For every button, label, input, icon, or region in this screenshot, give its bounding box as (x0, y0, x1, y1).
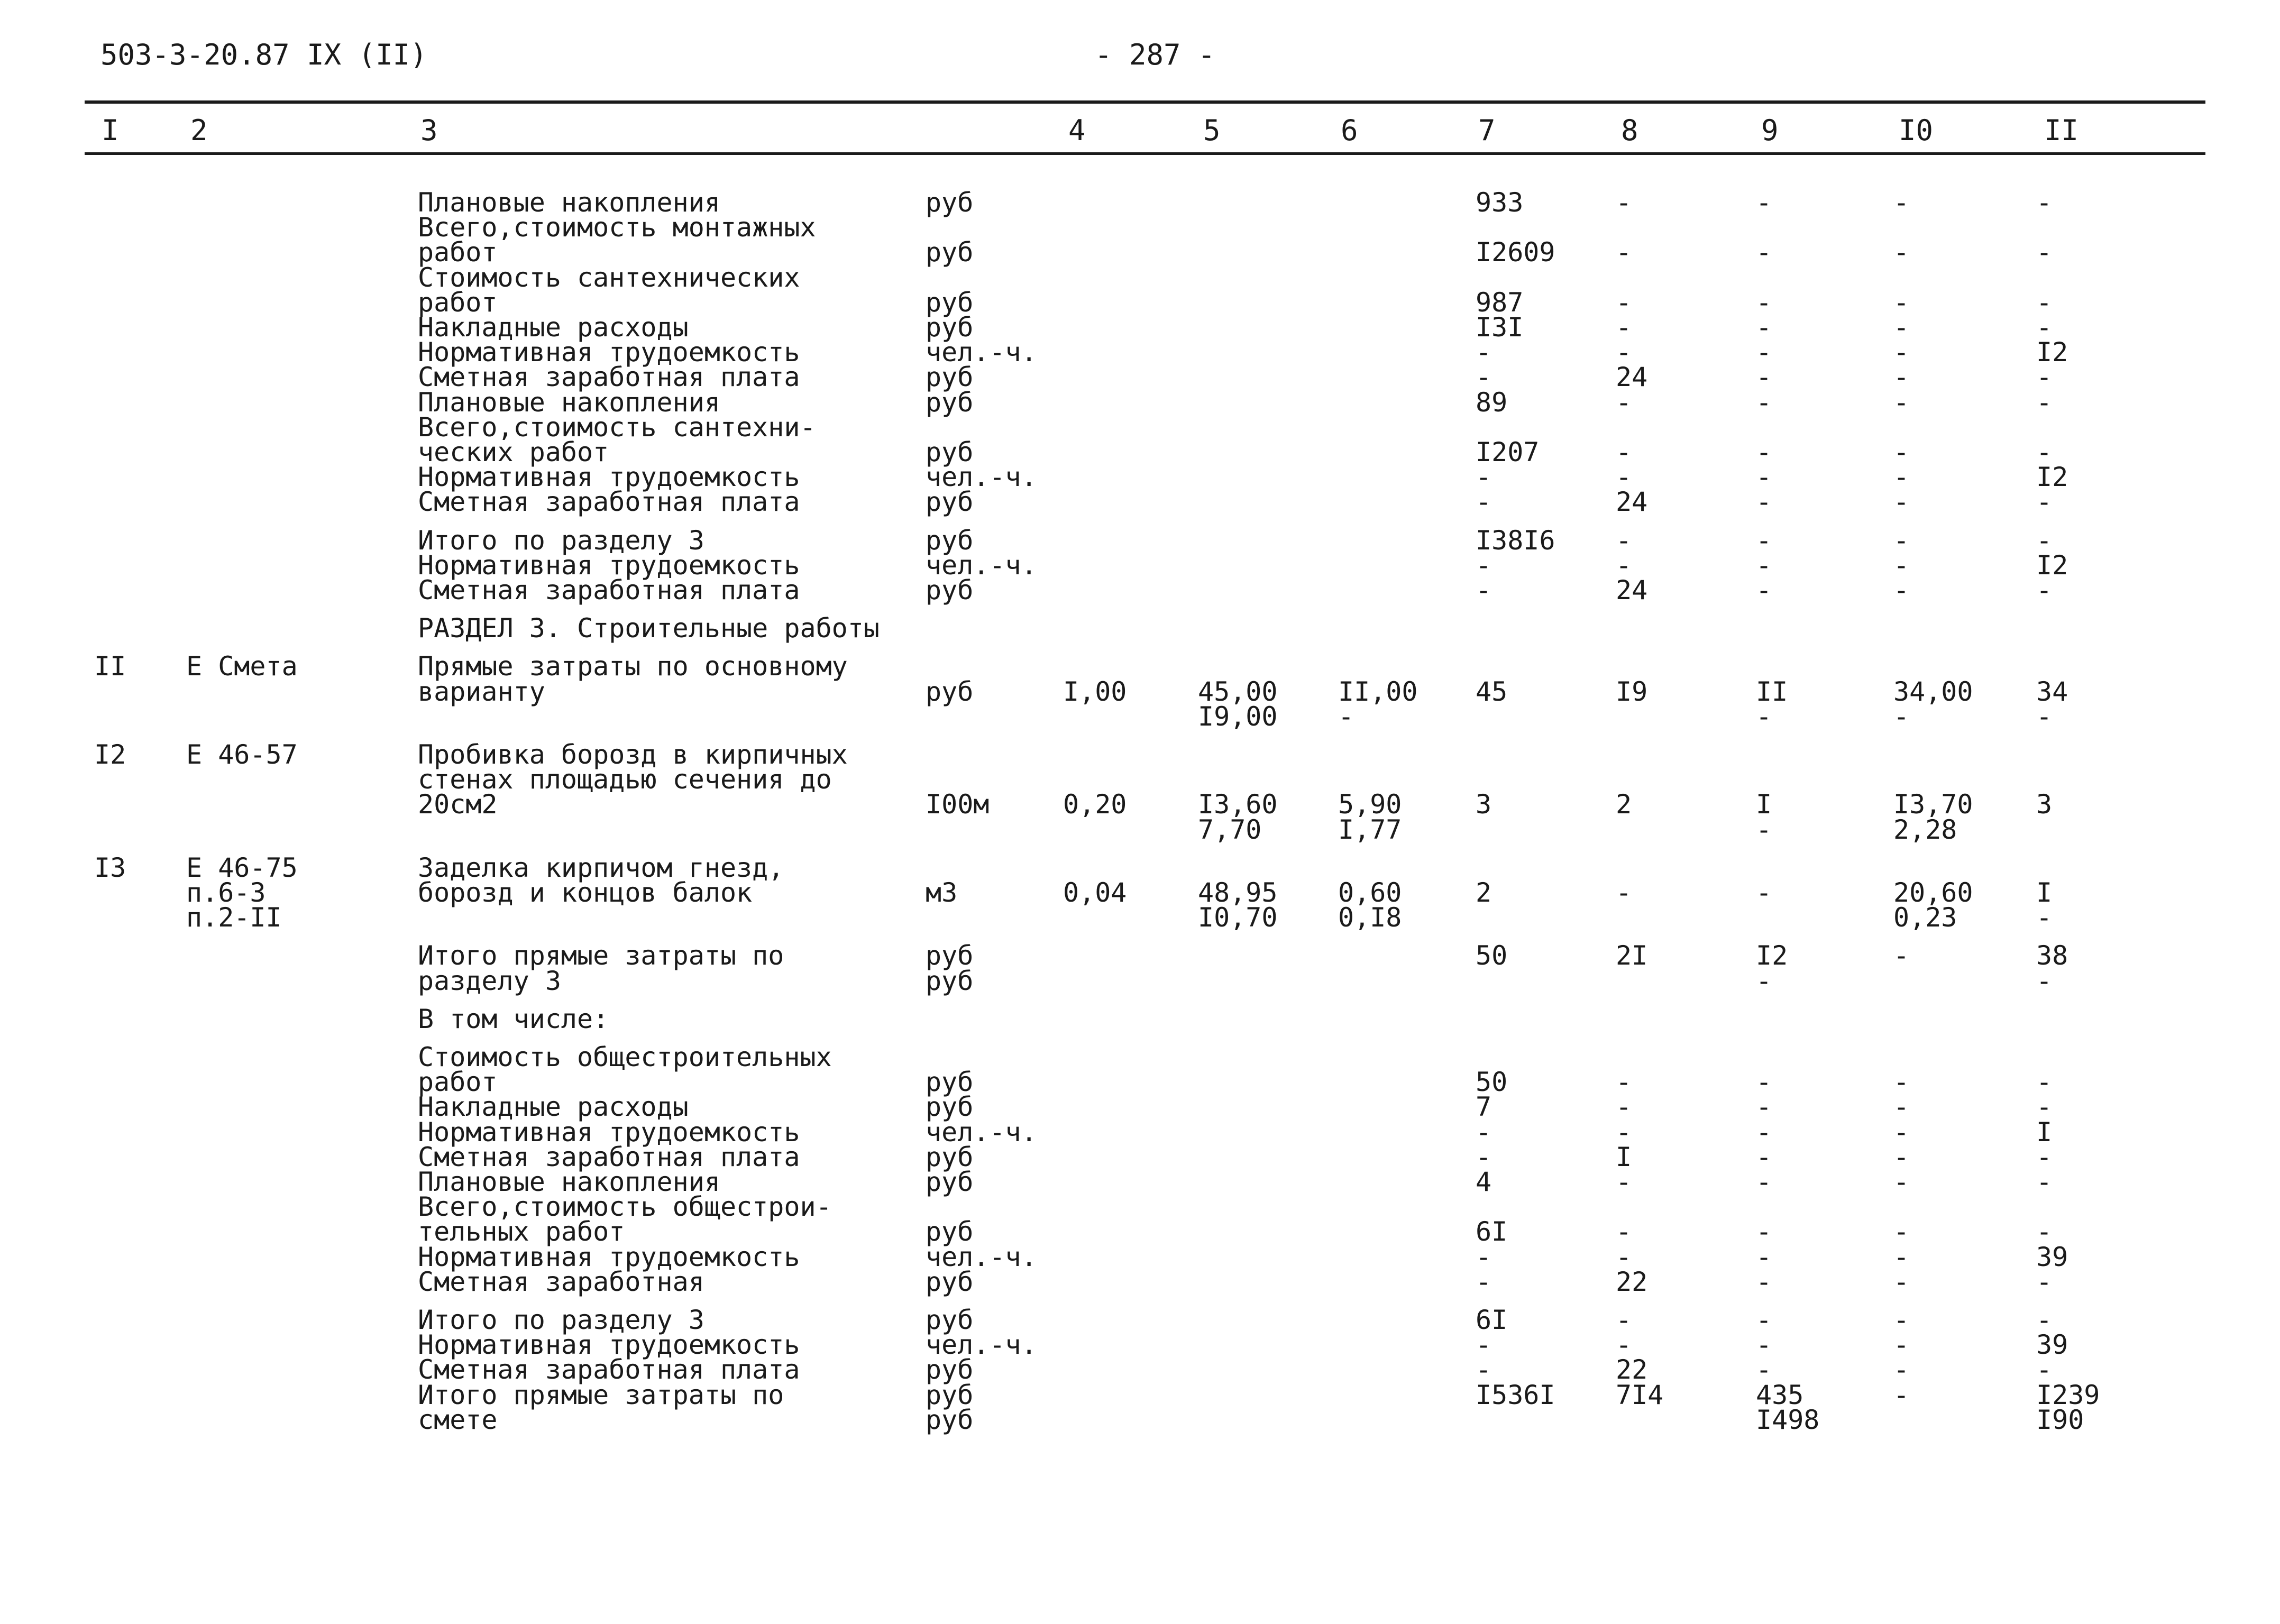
row-2-labor-unit: - (1893, 237, 1910, 268)
row-12-total-wage: 24 (1616, 487, 1648, 517)
row-12-labor-total: - (2036, 487, 2053, 517)
row-11-unit: чел.-ч. (926, 462, 1037, 492)
row-41-work-description: Нормативная трудоемкость (418, 1329, 800, 1360)
row-41-machine-cost: - (1756, 1329, 1772, 1360)
row-10-labor-total: - (2036, 437, 2053, 467)
row-4-total-wage: - (1616, 287, 1632, 318)
row-2-labor-total: - (2036, 237, 2053, 268)
row-33-work-description: Нормативная трудоемкость (418, 1117, 800, 1148)
row-27-labor-unit: - (1893, 940, 1910, 971)
row-43-unit: руб (926, 1380, 974, 1410)
row-8-labor-total: - (2036, 387, 2053, 418)
row-14-total-cost: - (1476, 550, 1492, 581)
row-7-work-description: Сметная заработная плата (418, 362, 800, 392)
row-12-work-description: Сметная заработная плата (418, 487, 800, 517)
row-20-position-number: I2 (94, 739, 126, 770)
row-32-work-description: Накладные расходы (418, 1091, 689, 1122)
document-code: 503-3-20.87 IX (II) (100, 38, 427, 71)
row-38-machine-cost: - (1756, 1242, 1772, 1272)
column-number-4: 4 (1068, 114, 1086, 147)
row-14-labor-unit: - (1893, 550, 1910, 581)
row-43-labor-unit: - (1893, 1380, 1910, 1410)
row-22-total-cost: 3 (1476, 789, 1492, 820)
row-11-labor-unit: - (1893, 462, 1910, 492)
row-18-labor-unit: 34,00 (1893, 676, 1973, 707)
row-14-machine-cost: - (1756, 550, 1772, 581)
row-15-labor-total: - (2036, 575, 2053, 605)
row-10-work-description: ческих работ (418, 437, 609, 467)
row-5-labor-total: - (2036, 312, 2053, 343)
row-39-total-cost: - (1476, 1267, 1492, 1297)
row-39-work-description: Сметная заработная (418, 1267, 704, 1297)
row-18-machine-cost: II (1756, 676, 1788, 707)
row-32-machine-cost: - (1756, 1091, 1772, 1122)
row-37-labor-total: - (2036, 1216, 2053, 1247)
row-43-total-wage: 7I4 (1616, 1380, 1664, 1410)
row-34-labor-unit: - (1893, 1142, 1910, 1172)
row-4-total-cost: 987 (1476, 287, 1524, 318)
row-24-norm-code: Е 46-75 (186, 852, 298, 883)
row-42-labor-total: - (2036, 1354, 2053, 1385)
row-25-machine-cost: - (1756, 877, 1772, 908)
row-38-work-description: Нормативная трудоемкость (418, 1242, 800, 1272)
row-41-labor-unit: - (1893, 1329, 1910, 1360)
row-39-labor-unit: - (1893, 1267, 1910, 1297)
row-15-unit: руб (926, 575, 974, 605)
row-13-labor-unit: - (1893, 525, 1910, 556)
row-34-work-description: Сметная заработная плата (418, 1142, 800, 1172)
row-32-total-wage: - (1616, 1091, 1632, 1122)
row-18-unit: руб (926, 676, 974, 707)
row-44-labor-total: I90 (2036, 1405, 2084, 1435)
row-18-unit-cost: 45,00 (1198, 676, 1278, 707)
row-34-machine-cost: - (1756, 1142, 1772, 1172)
row-8-machine-cost: - (1756, 387, 1772, 418)
row-11-labor-total: I2 (2036, 462, 2068, 492)
row-11-work-description: Нормативная трудоемкость (418, 462, 800, 492)
row-18-total-wage: I9 (1616, 676, 1648, 707)
row-42-total-wage: 22 (1616, 1354, 1648, 1385)
row-6-labor-total: I2 (2036, 337, 2068, 368)
row-7-labor-unit: - (1893, 362, 1910, 392)
row-31-total-wage: - (1616, 1067, 1632, 1097)
row-2-total-wage: - (1616, 237, 1632, 268)
row-7-total-wage: 24 (1616, 362, 1648, 392)
row-24-position-number: I3 (94, 852, 126, 883)
row-7-total-cost: - (1476, 362, 1492, 392)
row-22-machine-cost: I (1756, 789, 1772, 820)
row-41-labor-total: 39 (2036, 1329, 2068, 1360)
row-33-total-cost: - (1476, 1117, 1492, 1148)
row-23-unit-wage: I,77 (1338, 814, 1402, 845)
row-17-norm-code: Е Смета (186, 651, 298, 682)
row-31-work-description: работ (418, 1067, 498, 1097)
row-22-labor-total: 3 (2036, 789, 2053, 820)
row-18-labor-total: 34 (2036, 676, 2068, 707)
row-13-total-wage: - (1616, 525, 1632, 556)
row-6-total-wage: - (1616, 337, 1632, 368)
row-44-unit: руб (926, 1405, 974, 1435)
row-28-work-description: разделу 3 (418, 966, 561, 996)
row-5-work-description: Накладные расходы (418, 312, 689, 343)
row-15-labor-unit: - (1893, 575, 1910, 605)
row-34-total-cost: - (1476, 1142, 1492, 1172)
row-32-total-cost: 7 (1476, 1091, 1492, 1122)
row-35-total-wage: - (1616, 1167, 1632, 1197)
row-39-total-wage: 22 (1616, 1267, 1648, 1297)
row-18-unit-wage: II,00 (1338, 676, 1418, 707)
row-7-machine-cost: - (1756, 362, 1772, 392)
row-6-labor-unit: - (1893, 337, 1910, 368)
row-14-total-wage: - (1616, 550, 1632, 581)
row-8-labor-unit: - (1893, 387, 1910, 418)
row-10-total-wage: - (1616, 437, 1632, 467)
row-15-machine-cost: - (1756, 575, 1772, 605)
row-37-unit: руб (926, 1216, 974, 1247)
row-28-machine-cost: - (1756, 966, 1772, 996)
row-38-unit: чел.-ч. (926, 1242, 1037, 1272)
row-35-machine-cost: - (1756, 1167, 1772, 1197)
row-1-work-description: Всего,стоимость монтажных (418, 212, 816, 243)
row-13-machine-cost: - (1756, 525, 1772, 556)
row-32-labor-total: - (2036, 1091, 2053, 1122)
row-38-total-wage: - (1616, 1242, 1632, 1272)
row-29-work-description: В том числе: (418, 1004, 609, 1034)
row-0-machine-cost: - (1756, 187, 1772, 218)
row-39-machine-cost: - (1756, 1267, 1772, 1297)
row-33-unit: чел.-ч. (926, 1117, 1037, 1148)
row-35-labor-unit: - (1893, 1167, 1910, 1197)
row-37-labor-unit: - (1893, 1216, 1910, 1247)
row-28-labor-total: - (2036, 966, 2053, 996)
row-43-labor-total: I239 (2036, 1380, 2100, 1410)
row-32-unit: руб (926, 1091, 974, 1122)
column-number-5: 5 (1203, 114, 1221, 147)
row-25-total-wage: - (1616, 877, 1632, 908)
row-25-unit-wage: 0,60 (1338, 877, 1402, 908)
row-27-work-description: Итого прямые затраты по (418, 940, 784, 971)
row-35-unit: руб (926, 1167, 974, 1197)
row-19-machine-cost: - (1756, 701, 1772, 732)
row-31-machine-cost: - (1756, 1067, 1772, 1097)
row-12-labor-unit: - (1893, 487, 1910, 517)
row-43-work-description: Итого прямые затраты по (418, 1380, 784, 1410)
row-25-norm-code: п.6-3 (186, 877, 266, 908)
row-35-total-cost: 4 (1476, 1167, 1492, 1197)
row-12-unit: руб (926, 487, 974, 517)
row-5-machine-cost: - (1756, 312, 1772, 343)
row-37-machine-cost: - (1756, 1216, 1772, 1247)
row-19-unit-cost: I9,00 (1198, 701, 1278, 732)
row-38-total-cost: - (1476, 1242, 1492, 1272)
row-12-machine-cost: - (1756, 487, 1772, 517)
row-15-total-wage: 24 (1616, 575, 1648, 605)
row-22-unit: I00м (926, 789, 990, 820)
column-number-8: 8 (1621, 114, 1638, 147)
row-23-labor-unit: 2,28 (1893, 814, 1957, 845)
row-15-total-cost: - (1476, 575, 1492, 605)
row-25-total-cost: 2 (1476, 877, 1492, 908)
row-22-unit-cost: I3,60 (1198, 789, 1278, 820)
row-31-unit: руб (926, 1067, 974, 1097)
row-40-work-description: Итого по разделу 3 (418, 1305, 704, 1335)
row-34-unit: руб (926, 1142, 974, 1172)
row-5-unit: руб (926, 312, 974, 343)
row-0-labor-unit: - (1893, 187, 1910, 218)
row-11-total-wage: - (1616, 462, 1632, 492)
row-10-machine-cost: - (1756, 437, 1772, 467)
row-18-quantity: I,00 (1063, 676, 1127, 707)
row-32-labor-unit: - (1893, 1091, 1910, 1122)
row-25-quantity: 0,04 (1063, 877, 1127, 908)
page-number: - 287 - (1095, 38, 1215, 71)
row-27-total-wage: 2I (1616, 940, 1648, 971)
row-37-work-description: тельных работ (418, 1216, 625, 1247)
row-35-labor-total: - (2036, 1167, 2053, 1197)
row-40-labor-total: - (2036, 1305, 2053, 1335)
row-28-unit: руб (926, 966, 974, 996)
row-40-total-wage: - (1616, 1305, 1632, 1335)
row-27-total-cost: 50 (1476, 940, 1508, 971)
column-number-9: 9 (1761, 114, 1779, 147)
row-22-work-description: 20см2 (418, 789, 498, 820)
row-0-work-description: Плановые накопления (418, 187, 720, 218)
row-10-labor-unit: - (1893, 437, 1910, 467)
row-4-work-description: работ (418, 287, 498, 318)
column-number-1: I (102, 114, 119, 147)
row-7-unit: руб (926, 362, 974, 392)
row-31-total-cost: 50 (1476, 1067, 1508, 1097)
row-13-work-description: Итого по разделу 3 (418, 525, 704, 556)
row-42-labor-unit: - (1893, 1354, 1910, 1385)
row-25-labor-total: I (2036, 877, 2053, 908)
row-22-quantity: 0,20 (1063, 789, 1127, 820)
row-38-labor-unit: - (1893, 1242, 1910, 1272)
row-40-machine-cost: - (1756, 1305, 1772, 1335)
row-36-work-description: Всего,стоимость общестрои- (418, 1191, 832, 1222)
row-19-labor-total: - (2036, 701, 2053, 732)
row-43-total-cost: I536I (1476, 1380, 1555, 1410)
row-4-unit: руб (926, 287, 974, 318)
row-37-total-cost: 6I (1476, 1216, 1508, 1247)
row-12-total-cost: - (1476, 487, 1492, 517)
row-8-unit: руб (926, 387, 974, 418)
row-0-total-cost: 933 (1476, 187, 1524, 218)
row-20-work-description: Пробивка борозд в кирпичных (418, 739, 848, 770)
row-16-work-description: РАЗДЕЛ 3. Строительные работы (418, 613, 880, 644)
row-34-total-wage: I (1616, 1142, 1632, 1172)
row-11-total-cost: - (1476, 462, 1492, 492)
row-44-work-description: смете (418, 1405, 498, 1435)
row-41-total-cost: - (1476, 1329, 1492, 1360)
row-4-labor-unit: - (1893, 287, 1910, 318)
row-4-machine-cost: - (1756, 287, 1772, 318)
row-19-unit-wage: - (1338, 701, 1354, 732)
row-2-machine-cost: - (1756, 237, 1772, 268)
row-5-total-cost: I3I (1476, 312, 1524, 343)
row-4-labor-total: - (2036, 287, 2053, 318)
row-23-machine-cost: - (1756, 814, 1772, 845)
row-2-work-description: работ (418, 237, 498, 268)
row-17-work-description: Прямые затраты по основному (418, 651, 848, 682)
row-11-machine-cost: - (1756, 462, 1772, 492)
row-41-total-wage: - (1616, 1329, 1632, 1360)
row-6-machine-cost: - (1756, 337, 1772, 368)
row-44-machine-cost: I498 (1756, 1405, 1820, 1435)
column-number-6: 6 (1341, 114, 1358, 147)
row-7-labor-total: - (2036, 362, 2053, 392)
row-27-labor-total: 38 (2036, 940, 2068, 971)
row-13-total-cost: I38I6 (1476, 525, 1555, 556)
row-20-norm-code: Е 46-57 (186, 739, 298, 770)
row-6-unit: чел.-ч. (926, 337, 1037, 368)
row-8-total-cost: 89 (1476, 387, 1508, 418)
row-26-unit-cost: I0,70 (1198, 902, 1278, 933)
row-42-work-description: Сметная заработная плата (418, 1354, 800, 1385)
row-6-total-cost: - (1476, 337, 1492, 368)
row-40-unit: руб (926, 1305, 974, 1335)
row-3-work-description: Стоимость сантехнических (418, 262, 800, 293)
row-15-work-description: Сметная заработная плата (418, 575, 800, 605)
row-35-work-description: Плановые накопления (418, 1167, 720, 1197)
row-21-work-description: стенах площадью сечения до (418, 764, 832, 795)
row-2-total-cost: I2609 (1476, 237, 1555, 268)
row-10-total-cost: I207 (1476, 437, 1540, 467)
row-22-labor-unit: I3,70 (1893, 789, 1973, 820)
row-42-machine-cost: - (1756, 1354, 1772, 1385)
row-25-work-description: борозд и концов балок (418, 877, 753, 908)
row-26-norm-code: п.2-II (186, 902, 282, 933)
column-number-2: 2 (190, 114, 208, 147)
row-42-total-cost: - (1476, 1354, 1492, 1385)
row-33-machine-cost: - (1756, 1117, 1772, 1148)
row-18-total-cost: 45 (1476, 676, 1508, 707)
row-30-work-description: Стоимость общестроительных (418, 1042, 832, 1072)
row-27-machine-cost: I2 (1756, 940, 1788, 971)
row-33-total-wage: - (1616, 1117, 1632, 1148)
row-25-unit-cost: 48,95 (1198, 877, 1278, 908)
row-0-total-wage: - (1616, 187, 1632, 218)
row-39-labor-total: - (2036, 1267, 2053, 1297)
row-8-work-description: Плановые накопления (418, 387, 720, 418)
row-34-labor-total: - (2036, 1142, 2053, 1172)
row-25-unit: м3 (926, 877, 958, 908)
row-23-unit-cost: 7,70 (1198, 814, 1262, 845)
row-14-unit: чел.-ч. (926, 550, 1037, 581)
row-13-labor-total: - (2036, 525, 2053, 556)
column-number-7: 7 (1478, 114, 1496, 147)
row-26-labor-total: - (2036, 902, 2053, 933)
row-38-labor-total: 39 (2036, 1242, 2068, 1272)
row-19-labor-unit: - (1893, 701, 1910, 732)
row-14-work-description: Нормативная трудоемкость (418, 550, 800, 581)
row-18-work-description: варианту (418, 676, 545, 707)
row-6-work-description: Нормативная трудоемкость (418, 337, 800, 368)
row-5-labor-unit: - (1893, 312, 1910, 343)
row-22-total-wage: 2 (1616, 789, 1632, 820)
row-42-unit: руб (926, 1354, 974, 1385)
row-14-labor-total: I2 (2036, 550, 2068, 581)
row-0-labor-total: - (2036, 187, 2053, 218)
row-31-labor-unit: - (1893, 1067, 1910, 1097)
row-40-total-cost: 6I (1476, 1305, 1508, 1335)
row-26-unit-wage: 0,I8 (1338, 902, 1402, 933)
row-13-unit: руб (926, 525, 974, 556)
row-5-total-wage: - (1616, 312, 1632, 343)
row-41-unit: чел.-ч. (926, 1329, 1037, 1360)
row-26-labor-unit: 0,23 (1893, 902, 1957, 933)
row-0-unit: руб (926, 187, 974, 218)
row-24-work-description: Заделка кирпичом гнезд, (418, 852, 784, 883)
column-number-11: II (2044, 114, 2079, 147)
row-39-unit: руб (926, 1267, 974, 1297)
row-25-labor-unit: 20,60 (1893, 877, 1973, 908)
row-8-total-wage: - (1616, 387, 1632, 418)
row-43-machine-cost: 435 (1756, 1380, 1804, 1410)
row-33-labor-unit: - (1893, 1117, 1910, 1148)
row-9-work-description: Всего,стоимость сантехни- (418, 412, 816, 443)
row-22-unit-wage: 5,90 (1338, 789, 1402, 820)
column-number-10: I0 (1899, 114, 1934, 147)
row-40-labor-unit: - (1893, 1305, 1910, 1335)
row-17-position-number: II (94, 651, 126, 682)
column-number-3: 3 (420, 114, 438, 147)
row-37-total-wage: - (1616, 1216, 1632, 1247)
row-2-unit: руб (926, 237, 974, 268)
row-10-unit: руб (926, 437, 974, 467)
row-27-unit: руб (926, 940, 974, 971)
row-31-labor-total: - (2036, 1067, 2053, 1097)
row-33-labor-total: I (2036, 1117, 2053, 1148)
